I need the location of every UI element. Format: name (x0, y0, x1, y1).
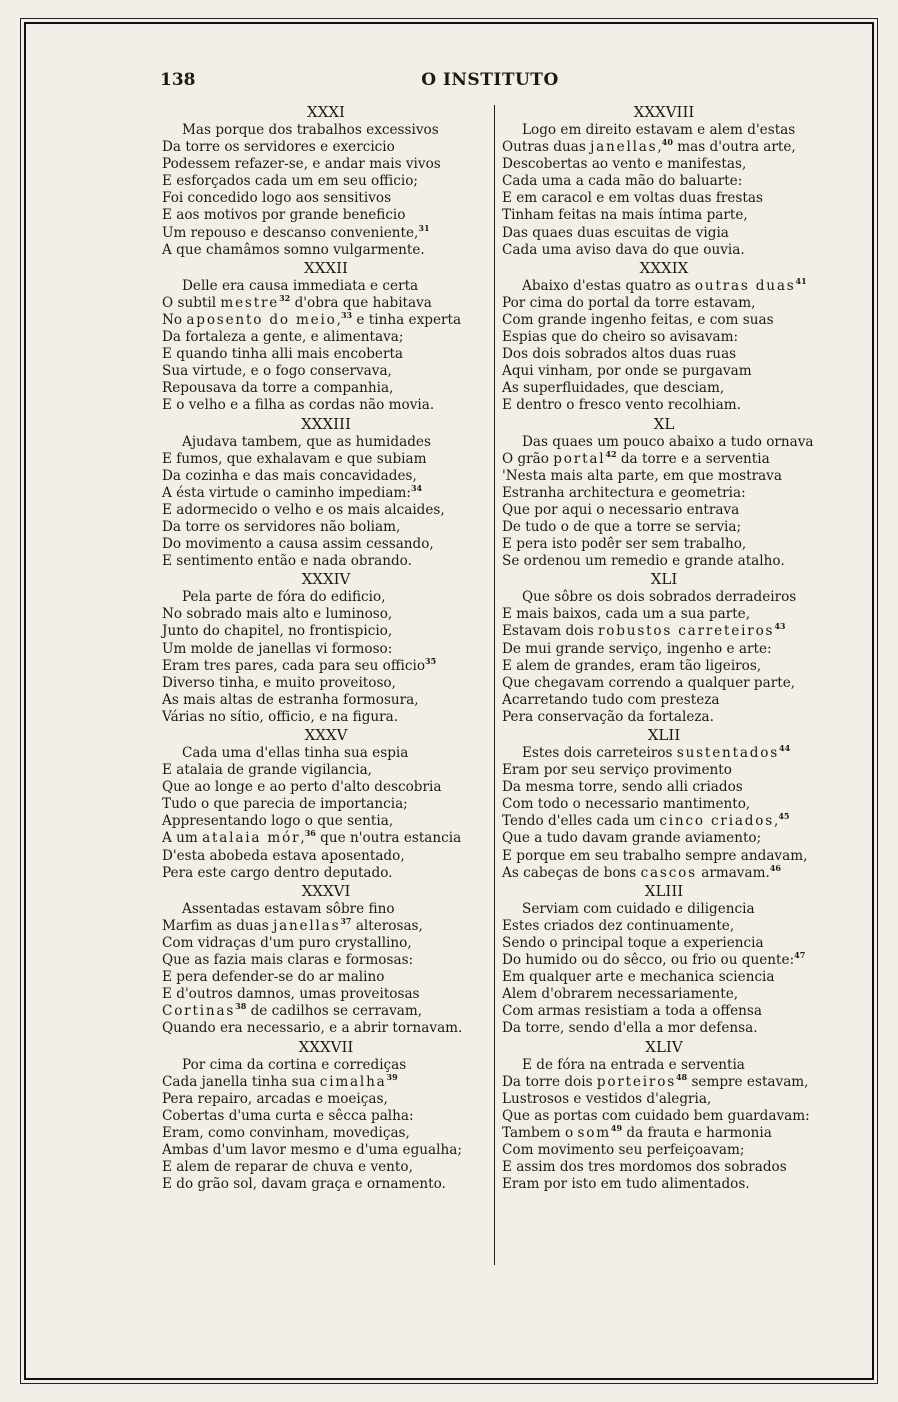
verse-line: Cada uma d'ellas tinha sua espia (182, 745, 409, 761)
stanza-number: XXXI (307, 103, 345, 121)
verse-line: Das quaes duas escuitas de vigia (502, 224, 729, 241)
spaced-term: outras duas (694, 277, 796, 294)
verse-line: Espias que do cheiro so avisavam: (502, 329, 739, 346)
verse-line: Em qualquer arte e mechanica sciencia (502, 969, 775, 986)
verse-line: Junto do chapitel, no frontispicio, (162, 623, 393, 640)
stanza (162, 1038, 490, 1194)
verse-line: Com movimento seu perfeiçoavam; (502, 1141, 745, 1158)
stanza (162, 415, 490, 571)
right-column (502, 103, 826, 1193)
verse-line: Que chegavam correndo a qualquer parte, (502, 674, 796, 691)
verse-line: O subtil mestre$^{32}$ d'obra que habitava (162, 292, 432, 311)
verse-line: Do humido ou do sêcco, ou frio ou quente:$^{47}$ (502, 950, 806, 969)
stanza (162, 570, 490, 726)
verse-line: Ambas d'um lavor mesmo e d'uma egualha; (162, 1141, 462, 1158)
footnote-ref: 37 (340, 915, 352, 926)
verse-line: Lustrosos e vestidos d'alegria, (502, 1090, 712, 1107)
footnote-ref: 42 (605, 448, 617, 459)
stanza-number: XLIII (644, 881, 684, 900)
footnote-ref: 40 (661, 137, 673, 148)
verse-line: Delle era causa immediata e certa (182, 277, 419, 294)
verse-line: Da cozinha e das mais concavidades, (162, 467, 417, 484)
verse-line: Aqui vinham, por onde se purgavam (502, 363, 752, 380)
verse-line: Alem d'obrarem necessariamente, (502, 986, 739, 1003)
stanza (162, 259, 490, 415)
stanza-number: XXXIV (301, 570, 351, 589)
verse-line: Sua virtude, e o fogo conservava, (162, 363, 392, 380)
page-header (160, 70, 820, 92)
verse-line: Por cima do portal da torre estavam, (502, 294, 756, 311)
spaced-term: cinco criados (659, 813, 775, 830)
verse-line: De tudo o de que a torre se servia; (502, 518, 742, 535)
stanza (162, 882, 490, 1038)
verse-line: E em caracol e em voltas duas frestas (502, 190, 763, 207)
stanza-number: XXXVI (301, 881, 351, 900)
verse-line: Que sôbre os dois sobrados derradeiros (522, 589, 797, 606)
verse-line: E esforçados cada um em seu officio; (162, 173, 418, 190)
verse-line: Mas porque dos trabalhos excessivos (182, 122, 439, 138)
verse-line: E sentimento então e nada obrando. (162, 553, 412, 570)
footnote-ref: 39 (386, 1071, 398, 1082)
verse-line: De mui grande serviço, ingenho e arte: (502, 640, 772, 657)
spaced-term: aposento do meio (186, 311, 337, 328)
verse-line: Da torre os servidores e exercicio (162, 139, 395, 156)
footnote-ref: 32 (279, 292, 291, 303)
left-column (162, 103, 490, 1193)
verse-line: Estavam dois robustos carreteiros$^{43}$ (502, 621, 786, 640)
stanza (502, 726, 826, 882)
footnote-ref: 46 (769, 862, 781, 873)
verse-line: Estranha architectura e geometria: (502, 484, 746, 501)
verse-line: Quando era necessario, e a abrir tornavam. (162, 1020, 463, 1037)
stanza (502, 882, 826, 1038)
verse-line: Cobertas d'uma curta e sêcca palha: (162, 1107, 414, 1124)
verse-line: D'esta abobeda estava aposentado, (162, 847, 405, 864)
verse-line: E pera defender-se do ar malino (162, 969, 385, 986)
verse-line: Tinham feitas na mais íntima parte, (502, 207, 748, 224)
verse-line: Sendo o principal toque a experiencia (502, 934, 764, 951)
spaced-term: portal (553, 450, 606, 467)
verse-line: E assim dos tres mordomos dos sobrados (502, 1159, 787, 1176)
stanza-number: XXXV (304, 726, 348, 744)
verse-line: Se ordenou um remedio e grande atalho. (502, 553, 785, 570)
verse-line: Cada janella tinha sua cimalha$^{39}$ (162, 1071, 398, 1090)
verse-line: Da fortaleza a gente, e alimentava; (162, 329, 404, 346)
verse-line: Repousava da torre a companhia, (162, 380, 394, 397)
verse-line: Podessem refazer-se, e andar mais vivos (162, 156, 441, 173)
spaced-term: Cortinas (162, 1003, 236, 1020)
verse-line: Um repouso e descanso conveniente,$^{31}$ (162, 222, 430, 241)
stanza-number: XXXII (304, 258, 348, 277)
stanza-number: XXXVII (298, 1037, 354, 1056)
verse-line: Pera repairo, arcadas e moeiças, (162, 1090, 388, 1107)
verse-line: Com grande ingenho feitas, e com suas (502, 311, 774, 328)
verse-line: Diverso tinha, e muito proveitoso, (162, 674, 396, 691)
footnote-ref: 38 (235, 1001, 247, 1012)
verse-line: E porque em seu trabalho sempre andavam, (502, 847, 808, 864)
footnote-ref: 33 (340, 309, 353, 320)
stanza (162, 726, 490, 882)
verse-line: Assentadas estavam sôbre fino (182, 900, 395, 917)
verse-line: Pera conservação da fortaleza. (502, 708, 714, 725)
verse-line: Da torre, sendo d'ella a mor defensa. (502, 1020, 758, 1037)
stanza-number: XLI (650, 570, 678, 589)
verse-line: Pera este cargo dentro deputado. (162, 864, 393, 881)
column-divider (494, 105, 495, 1265)
verse-line: Que por aqui o necessario entrava (502, 501, 740, 518)
verse-line: Acarretando tudo com presteza (502, 691, 720, 708)
verse-line: Cortinas$^{38}$ de cadilhos se cerravam, (162, 1001, 423, 1020)
stanza (162, 103, 490, 259)
verse-line: E atalaia de grande vigilancia, (162, 762, 373, 779)
spaced-term: sustentados (676, 745, 780, 761)
page-number: 138 (160, 70, 196, 90)
verse-line: Appresentando logo o que sentia, (162, 813, 394, 830)
verse-line: Da torre os servidores não boliam, (162, 518, 401, 535)
verse-line: Cada uma aviso dava do que ouvia. (502, 241, 745, 258)
spaced-term: som (577, 1124, 611, 1141)
stanza-number: XXXVIII (633, 103, 695, 121)
verse-line: 'Nesta mais alta parte, em que mostrava (502, 467, 782, 484)
verse-line: Da mesma torre, sendo alli criados (502, 779, 743, 796)
verse-line: E o velho e a filha as cordas não movia. (162, 397, 435, 414)
spaced-term: robustos carreteiros (598, 623, 775, 640)
verse-line: A um atalaia mór,$^{36}$ que n'outra estancia (162, 828, 462, 847)
verse-line: Logo em direito estavam e alem d'estas (522, 122, 796, 138)
verse-line: Várias no sítio, officio, e na figura. (162, 708, 399, 725)
verse-line: Com todo o necessario mantimento, (502, 796, 751, 813)
verse-line: Eram, como convinham, movediças, (162, 1124, 410, 1141)
verse-line: Das quaes um pouco abaixo a tudo ornava (522, 433, 814, 450)
verse-line: E dentro o fresco vento recolhiam. (502, 397, 741, 414)
verse-line: E mais baixos, cada um a sua parte, (502, 606, 751, 623)
footnote-ref: 31 (418, 222, 430, 233)
verse-line: Por cima da cortina e corrediças (182, 1056, 407, 1073)
verse-line: Descobertas ao vento e manifestas, (502, 156, 747, 173)
verse-line: E fumos, que exhalavam e que subiam (162, 450, 427, 467)
verse-line: Outras duas janellas,$^{40}$ mas d'outra arte, (502, 137, 796, 156)
verse-line: E d'outros damnos, umas proveitosas (162, 986, 420, 1003)
running-title: O INSTITUTO (421, 70, 559, 90)
stanza-number: XXXIII (301, 414, 351, 433)
footnote-ref: 49 (610, 1122, 623, 1133)
verse-line: Que as portas com cuidado bem guardavam: (502, 1107, 810, 1124)
footnote-ref: 48 (675, 1071, 688, 1082)
footnote-ref: 45 (778, 811, 790, 822)
verse-line: Que as fazia mais claras e formosas: (162, 952, 414, 969)
verse-line: Estes dois carreteiros sustentados$^{44}$ (522, 743, 791, 761)
verse-line: E adormecido o velho e os mais alcaides, (162, 501, 445, 518)
verse-line: E de fóra na entrada e serventia (522, 1056, 745, 1073)
stanza (502, 259, 826, 415)
verse-line: No sobrado mais alto e luminoso, (162, 606, 393, 623)
verse-line: O grão portal$^{42}$ da torre e a serventia (502, 448, 770, 467)
spaced-term: janellas (590, 139, 658, 156)
verse-line: Dos dois sobrados altos duas ruas (502, 346, 737, 363)
verse-line: Eram por isto em tudo alimentados. (502, 1176, 750, 1193)
verse-line: As cabeças de bons cascos armavam.$^{46}$ (502, 862, 781, 881)
verse-line: E alem de grandes, eram tão ligeiros, (502, 657, 762, 674)
verse-line: As mais altas de estranha formosura, (162, 691, 419, 708)
verse-line: Que ao longe e ao perto d'alto descobria (162, 779, 442, 796)
verse-line: Um molde de janellas vi formoso: (162, 640, 393, 657)
footnote-ref: 43 (774, 621, 786, 632)
verse-line: Abaixo d'estas quatro as outras duas$^{41}$ (522, 275, 807, 294)
verse-line: Eram por seu serviço provimento (502, 762, 732, 779)
verse-line: Da torre dois porteiros$^{48}$ sempre estavam, (502, 1071, 809, 1090)
stanza (502, 103, 826, 259)
spaced-term: mestre (220, 294, 280, 311)
verse-line: E quando tinha alli mais encoberta (162, 346, 404, 363)
spaced-term: cascos (640, 864, 697, 881)
verse-line: As superfluidades, que desciam, (502, 380, 725, 397)
footnote-ref: 44 (779, 743, 791, 753)
footnote-ref: 47 (794, 950, 806, 961)
footnote-ref: 36 (304, 828, 316, 839)
spaced-term: janellas (273, 917, 341, 934)
verse-line: Tudo o que parecia de importancia; (162, 796, 408, 813)
footnote-ref: 41 (795, 275, 807, 286)
verse-line: Estes criados dez continuamente, (502, 917, 735, 934)
verse-line: Cada uma a cada mão do baluarte: (502, 173, 743, 190)
stanza-number: XLIV (645, 1037, 683, 1056)
verse-line: Tambem o som$^{49}$ da frauta e harmonia (502, 1122, 772, 1141)
verse-line: E alem de reparar de chuva e vento, (162, 1159, 413, 1176)
verse-line: A ésta virtude o caminho impediam:$^{34}$ (162, 482, 423, 501)
verse-line: Ajudava tambem, que as humidades (182, 433, 431, 450)
stanza (502, 1038, 826, 1194)
spaced-term: cimalha (319, 1073, 387, 1090)
verse-line: Pela parte de fóra do edificio, (182, 589, 386, 606)
spaced-term: atalaia mór (202, 830, 301, 847)
stanza-number: XXXIX (639, 258, 689, 277)
stanza (502, 570, 826, 726)
verse-line: Do movimento a causa assim cessando, (162, 536, 434, 553)
verse-line: Marfim as duas janellas$^{37}$ alterosas, (162, 915, 423, 934)
verse-line: Tendo d'elles cada um cinco criados,$^{45}$ (502, 811, 790, 830)
verse-line: Que a tudo davam grande aviamento; (502, 830, 762, 847)
footnote-ref: 35 (425, 655, 437, 666)
verse-line: E aos motivos por grande beneficio (162, 207, 406, 224)
footnote-ref: 34 (410, 482, 423, 493)
verse-line: Com vidraças d'um puro crystallino, (162, 934, 412, 951)
verse-line: Com armas resistiam a toda a offensa (502, 1003, 763, 1020)
verse-line: E pera isto podêr ser sem trabalho, (502, 536, 747, 553)
verse-line: Eram tres pares, cada para seu officio$^{35}$ (162, 655, 437, 674)
verse-line: Foi concedido logo aos sensitivos (162, 190, 392, 207)
stanza (502, 415, 826, 571)
verse-line: E do grão sol, davam graça e ornamento. (162, 1176, 446, 1193)
spaced-term: porteiros (596, 1073, 676, 1090)
verse-line: Serviam com cuidado e diligencia (522, 900, 755, 917)
verse-line: A que chamâmos somno vulgarmente. (162, 241, 425, 258)
stanza-number: XLII (647, 726, 681, 744)
stanza-number: XL (653, 414, 675, 433)
verse-line: No aposento do meio,$^{33}$ e tinha experta (162, 309, 462, 328)
